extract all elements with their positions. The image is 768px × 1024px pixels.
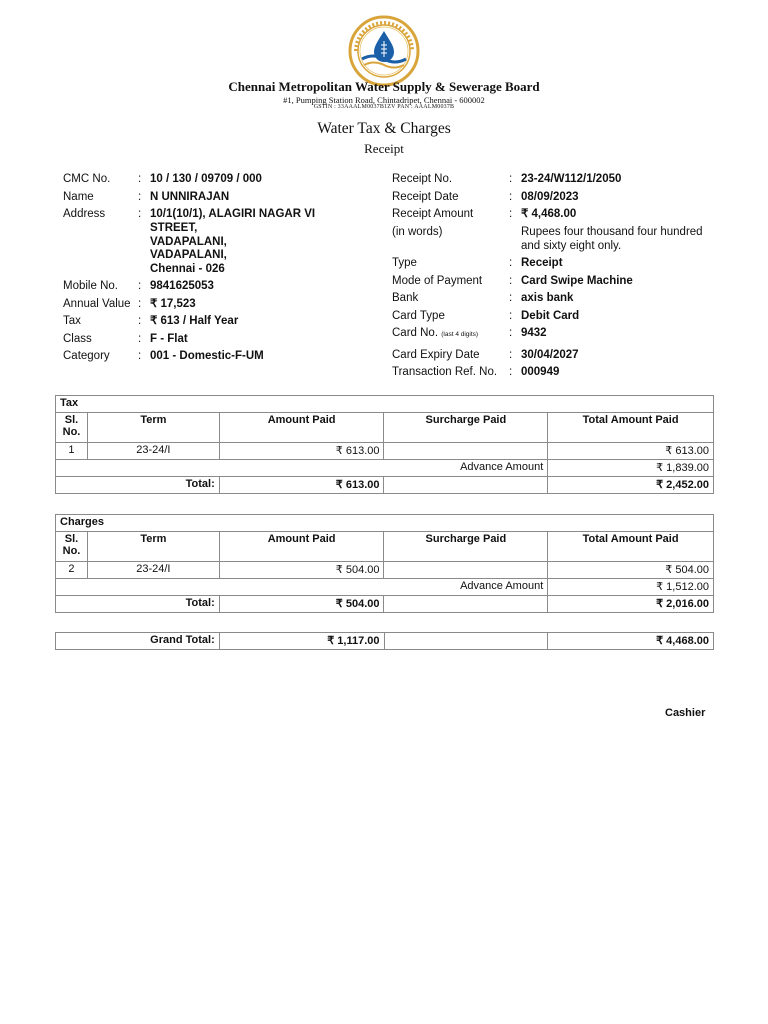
annual-value-value: ₹ 17,523	[150, 298, 196, 310]
type-value: Receipt	[521, 257, 563, 269]
card-no-value: 9432	[521, 327, 547, 339]
address-label: Address	[63, 208, 106, 220]
document-subtitle: Receipt	[364, 141, 404, 156]
colon: :	[509, 257, 513, 269]
cashier-signature-label: Cashier	[665, 707, 706, 719]
tax-value: ₹ 613 / Half Year	[150, 315, 239, 327]
name-label: Name	[63, 191, 94, 203]
tax-table-caption: Tax	[56, 396, 714, 413]
total-surcharge-paid	[384, 477, 548, 494]
advance-row	[56, 460, 714, 477]
amount-paid-header: Amount Paid	[219, 532, 384, 562]
class-label: Class	[63, 333, 92, 345]
transaction-ref-label: Transaction Ref. No.	[392, 366, 498, 378]
total-amount-paid: ₹ 613.00	[219, 477, 384, 494]
category-label: Category	[63, 350, 110, 362]
total-label: Total:	[56, 477, 220, 494]
table-caption-row	[56, 396, 714, 413]
mode-of-payment-value: Card Swipe Machine	[521, 275, 633, 287]
term-header: Term	[87, 413, 219, 443]
address-line-4: VADAPALANI,	[150, 249, 227, 261]
type-label: Type	[392, 257, 417, 269]
grand-total-table	[55, 632, 714, 650]
total-amount-paid-cell: ₹ 613.00	[548, 443, 714, 460]
advance-amount-value: ₹ 1,839.00	[548, 460, 714, 477]
mobile-value: 9841625053	[150, 280, 214, 292]
colon: :	[509, 275, 513, 287]
surcharge-paid-cell	[384, 562, 548, 579]
card-type-value: Debit Card	[521, 310, 580, 322]
grand-total-label: Grand Total:	[56, 633, 220, 650]
card-no-label	[392, 327, 478, 339]
colon: :	[509, 310, 513, 322]
organization-logo	[348, 15, 420, 87]
colon: :	[509, 292, 513, 304]
colon: :	[138, 208, 142, 220]
water-drop-emblem-icon	[348, 15, 420, 87]
amount-paid-cell: ₹ 613.00	[219, 443, 384, 460]
advance-amount-label: Advance Amount	[56, 460, 548, 477]
receipt-no-label: Receipt No.	[392, 173, 453, 185]
table-header-row	[56, 532, 714, 562]
address-line-5: Chennai - 026	[150, 263, 225, 275]
sl-no-cell: 1	[56, 443, 88, 460]
sl-no-header: Sl. No.	[56, 413, 88, 443]
total-amount-paid: ₹ 504.00	[219, 596, 384, 613]
address-line-2: STREET,	[150, 222, 198, 234]
term-cell: 23-24/I	[87, 443, 219, 460]
colon: :	[509, 208, 513, 220]
grand-total-row	[56, 633, 714, 650]
receipt-amount-label: Receipt Amount	[392, 208, 474, 220]
receipt-date-label: Receipt Date	[392, 191, 459, 203]
advance-amount-value: ₹ 1,512.00	[548, 579, 714, 596]
table-row	[56, 562, 714, 579]
total-surcharge-paid	[384, 596, 548, 613]
organization-address: #1, Pumping Station Road, Chintadripet, Chennai - 600002	[283, 95, 485, 105]
colon: :	[138, 333, 142, 345]
grand-total-paid: ₹ 4,468.00	[548, 633, 714, 650]
total-overall-paid: ₹ 2,452.00	[548, 477, 714, 494]
bank-label: Bank	[392, 292, 419, 304]
term-header: Term	[87, 532, 219, 562]
tax-label: Tax	[63, 315, 81, 327]
card-type-label: Card Type	[392, 310, 445, 322]
amount-in-words-line-2: and sixty eight only.	[521, 240, 622, 252]
grand-total-amount: ₹ 1,117.00	[219, 633, 384, 650]
colon: :	[138, 315, 142, 327]
card-no-note: (last 4 digits)	[441, 331, 479, 338]
amount-in-words-line-1: Rupees four thousand four hundred	[521, 226, 703, 238]
colon: :	[138, 280, 142, 292]
bank-value: axis bank	[521, 292, 574, 304]
sl-no-cell: 2	[56, 562, 88, 579]
in-words-label: (in words)	[392, 226, 443, 238]
class-value: F - Flat	[150, 333, 188, 345]
total-row	[56, 477, 714, 494]
receipt-date-value: 08/09/2023	[521, 191, 579, 203]
mode-of-payment-label: Mode of Payment	[392, 275, 483, 287]
colon: :	[138, 191, 142, 203]
colon: :	[509, 327, 513, 339]
charges-table	[55, 514, 714, 613]
colon: :	[509, 173, 513, 185]
card-no-label-text: Card No.	[392, 327, 439, 339]
cmc-no-label: CMC No.	[63, 173, 111, 185]
gstin-pan: GSTIN : 33AAALM0037B1ZV PAN : AAALM0037B	[313, 104, 455, 110]
advance-amount-label: Advance Amount	[56, 579, 548, 596]
address-line-1: 10/1(10/1), ALAGIRI NAGAR VI	[150, 208, 316, 220]
card-expiry-value: 30/04/2027	[521, 349, 579, 361]
surcharge-paid-header: Surcharge Paid	[384, 532, 548, 562]
total-amount-paid-cell: ₹ 504.00	[548, 562, 714, 579]
colon: :	[138, 298, 142, 310]
organization-name: Chennai Metropolitan Water Supply & Sewerage Board	[228, 79, 540, 94]
category-value: 001 - Domestic-F-UM	[150, 350, 264, 362]
advance-row	[56, 579, 714, 596]
mobile-label: Mobile No.	[63, 280, 118, 292]
address-line-3: VADAPALANI,	[150, 236, 227, 248]
annual-value-label: Annual Value	[63, 298, 131, 310]
colon: :	[509, 349, 513, 361]
term-cell: 23-24/I	[87, 562, 219, 579]
colon: :	[509, 191, 513, 203]
amount-paid-cell: ₹ 504.00	[219, 562, 384, 579]
colon: :	[509, 366, 513, 378]
surcharge-paid-cell	[384, 443, 548, 460]
surcharge-paid-header: Surcharge Paid	[384, 413, 548, 443]
document-title: Water Tax & Charges	[317, 120, 451, 137]
grand-total-surcharge	[384, 633, 548, 650]
tax-table	[55, 395, 714, 494]
table-row	[56, 443, 714, 460]
colon: :	[138, 173, 142, 185]
total-label: Total:	[56, 596, 220, 613]
charges-table-caption: Charges	[56, 515, 714, 532]
sl-no-header: Sl. No.	[56, 532, 88, 562]
total-row	[56, 596, 714, 613]
total-overall-paid: ₹ 2,016.00	[548, 596, 714, 613]
receipt-no-value: 23-24/W112/1/2050	[521, 173, 622, 185]
receipt-amount-value: ₹ 4,468.00	[521, 208, 577, 220]
name-value: N UNNIRAJAN	[150, 191, 230, 203]
table-caption-row	[56, 515, 714, 532]
total-amount-paid-header: Total Amount Paid	[548, 413, 714, 443]
table-header-row	[56, 413, 714, 443]
transaction-ref-value: 000949	[521, 366, 560, 378]
amount-paid-header: Amount Paid	[219, 413, 384, 443]
total-amount-paid-header: Total Amount Paid	[548, 532, 714, 562]
colon: :	[138, 350, 142, 362]
card-expiry-label: Card Expiry Date	[392, 349, 480, 361]
cmc-no-value: 10 / 130 / 09709 / 000	[150, 173, 262, 185]
